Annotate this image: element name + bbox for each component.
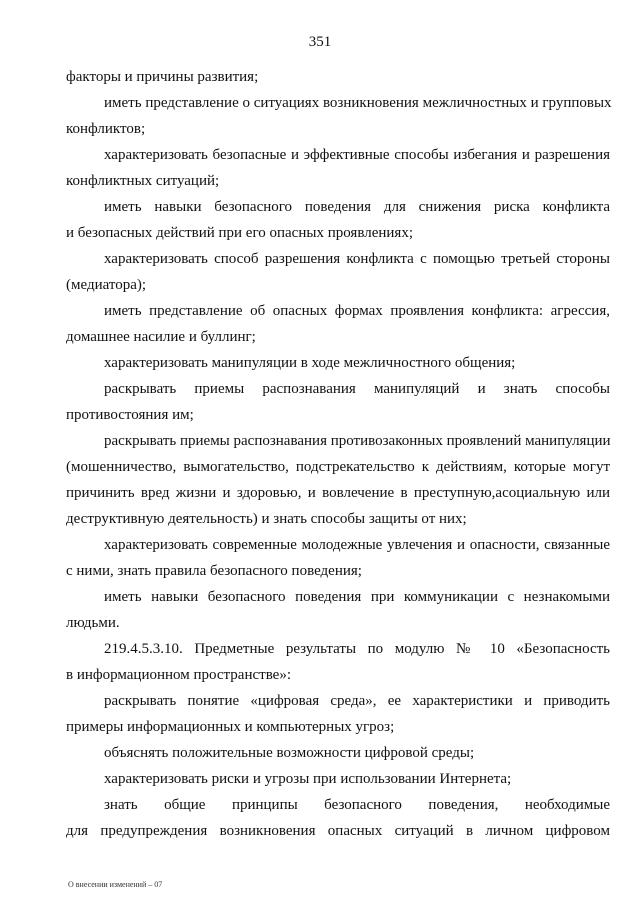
text-line: объяснять положительные возможности цифровой среды; [104,745,475,761]
text-line: характеризовать безопасные и эффективные способы избегания и разрешения [104,147,610,163]
text-line: знать общие принципы безопасного поведения, необходимые [104,797,610,813]
text-line: (медиатора); [66,277,147,293]
text-line: 219.4.5.3.10. Предметные результаты по модулю № 10 «Безопасность [104,641,610,657]
text-line: раскрывать понятие «цифровая среда», ее характеристики и приводить [104,693,610,709]
text-line: иметь представление о ситуациях возникновения межличностных и групповых [104,95,612,111]
text-line: деструктивную деятельность) и знать способы защиты от них; [66,511,467,527]
footer-note: О внесении изменений – 07 [68,880,163,889]
text-line: противостояния им; [66,407,194,423]
text-line: характеризовать современные молодежные увлечения и опасности, связанные [104,537,610,553]
text-line: раскрывать приемы распознавания противозаконных проявлений манипуляции [104,433,611,449]
text-line: с ними, знать правила безопасного поведения; [66,563,362,579]
text-line: причинить вред жизни и здоровью, и вовлечение в преступную,асоциальную или [66,485,610,501]
text-line: людьми. [66,615,120,631]
text-line: в информационном пространстве»: [66,667,292,683]
text-line: конфликтных ситуаций; [66,173,220,189]
text-line: иметь навыки безопасного поведения для снижения риска конфликта [104,199,610,215]
text-line: характеризовать риски и угрозы при использовании Интернета; [104,771,512,787]
text-line: домашнее насилие и буллинг; [66,329,256,345]
text-line: для предупреждения возникновения опасных ситуаций в личном цифровом [66,823,610,839]
page-number: 351 [308,34,332,50]
text-line: раскрывать приемы распознавания манипуляций и знать способы [104,381,610,397]
text-line: иметь навыки безопасного поведения при коммуникации с незнакомыми [104,589,610,605]
text-line: характеризовать способ разрешения конфликта с помощью третьей стороны [104,251,610,267]
text-line: и безопасных действий при его опасных проявлениях; [66,225,413,241]
text-line: характеризовать манипуляции в ходе межличностного общения; [104,355,516,371]
text-line: (мошенничество, вымогательство, подстрекательство к действиям, которые могут [66,459,610,475]
text-line: конфликтов; [66,121,146,137]
text-line: примеры информационных и компьютерных угроз; [66,719,395,735]
text-line: факторы и причины развития; [66,69,259,85]
text-line: иметь представление об опасных формах проявления конфликта: агрессия, [104,303,610,319]
